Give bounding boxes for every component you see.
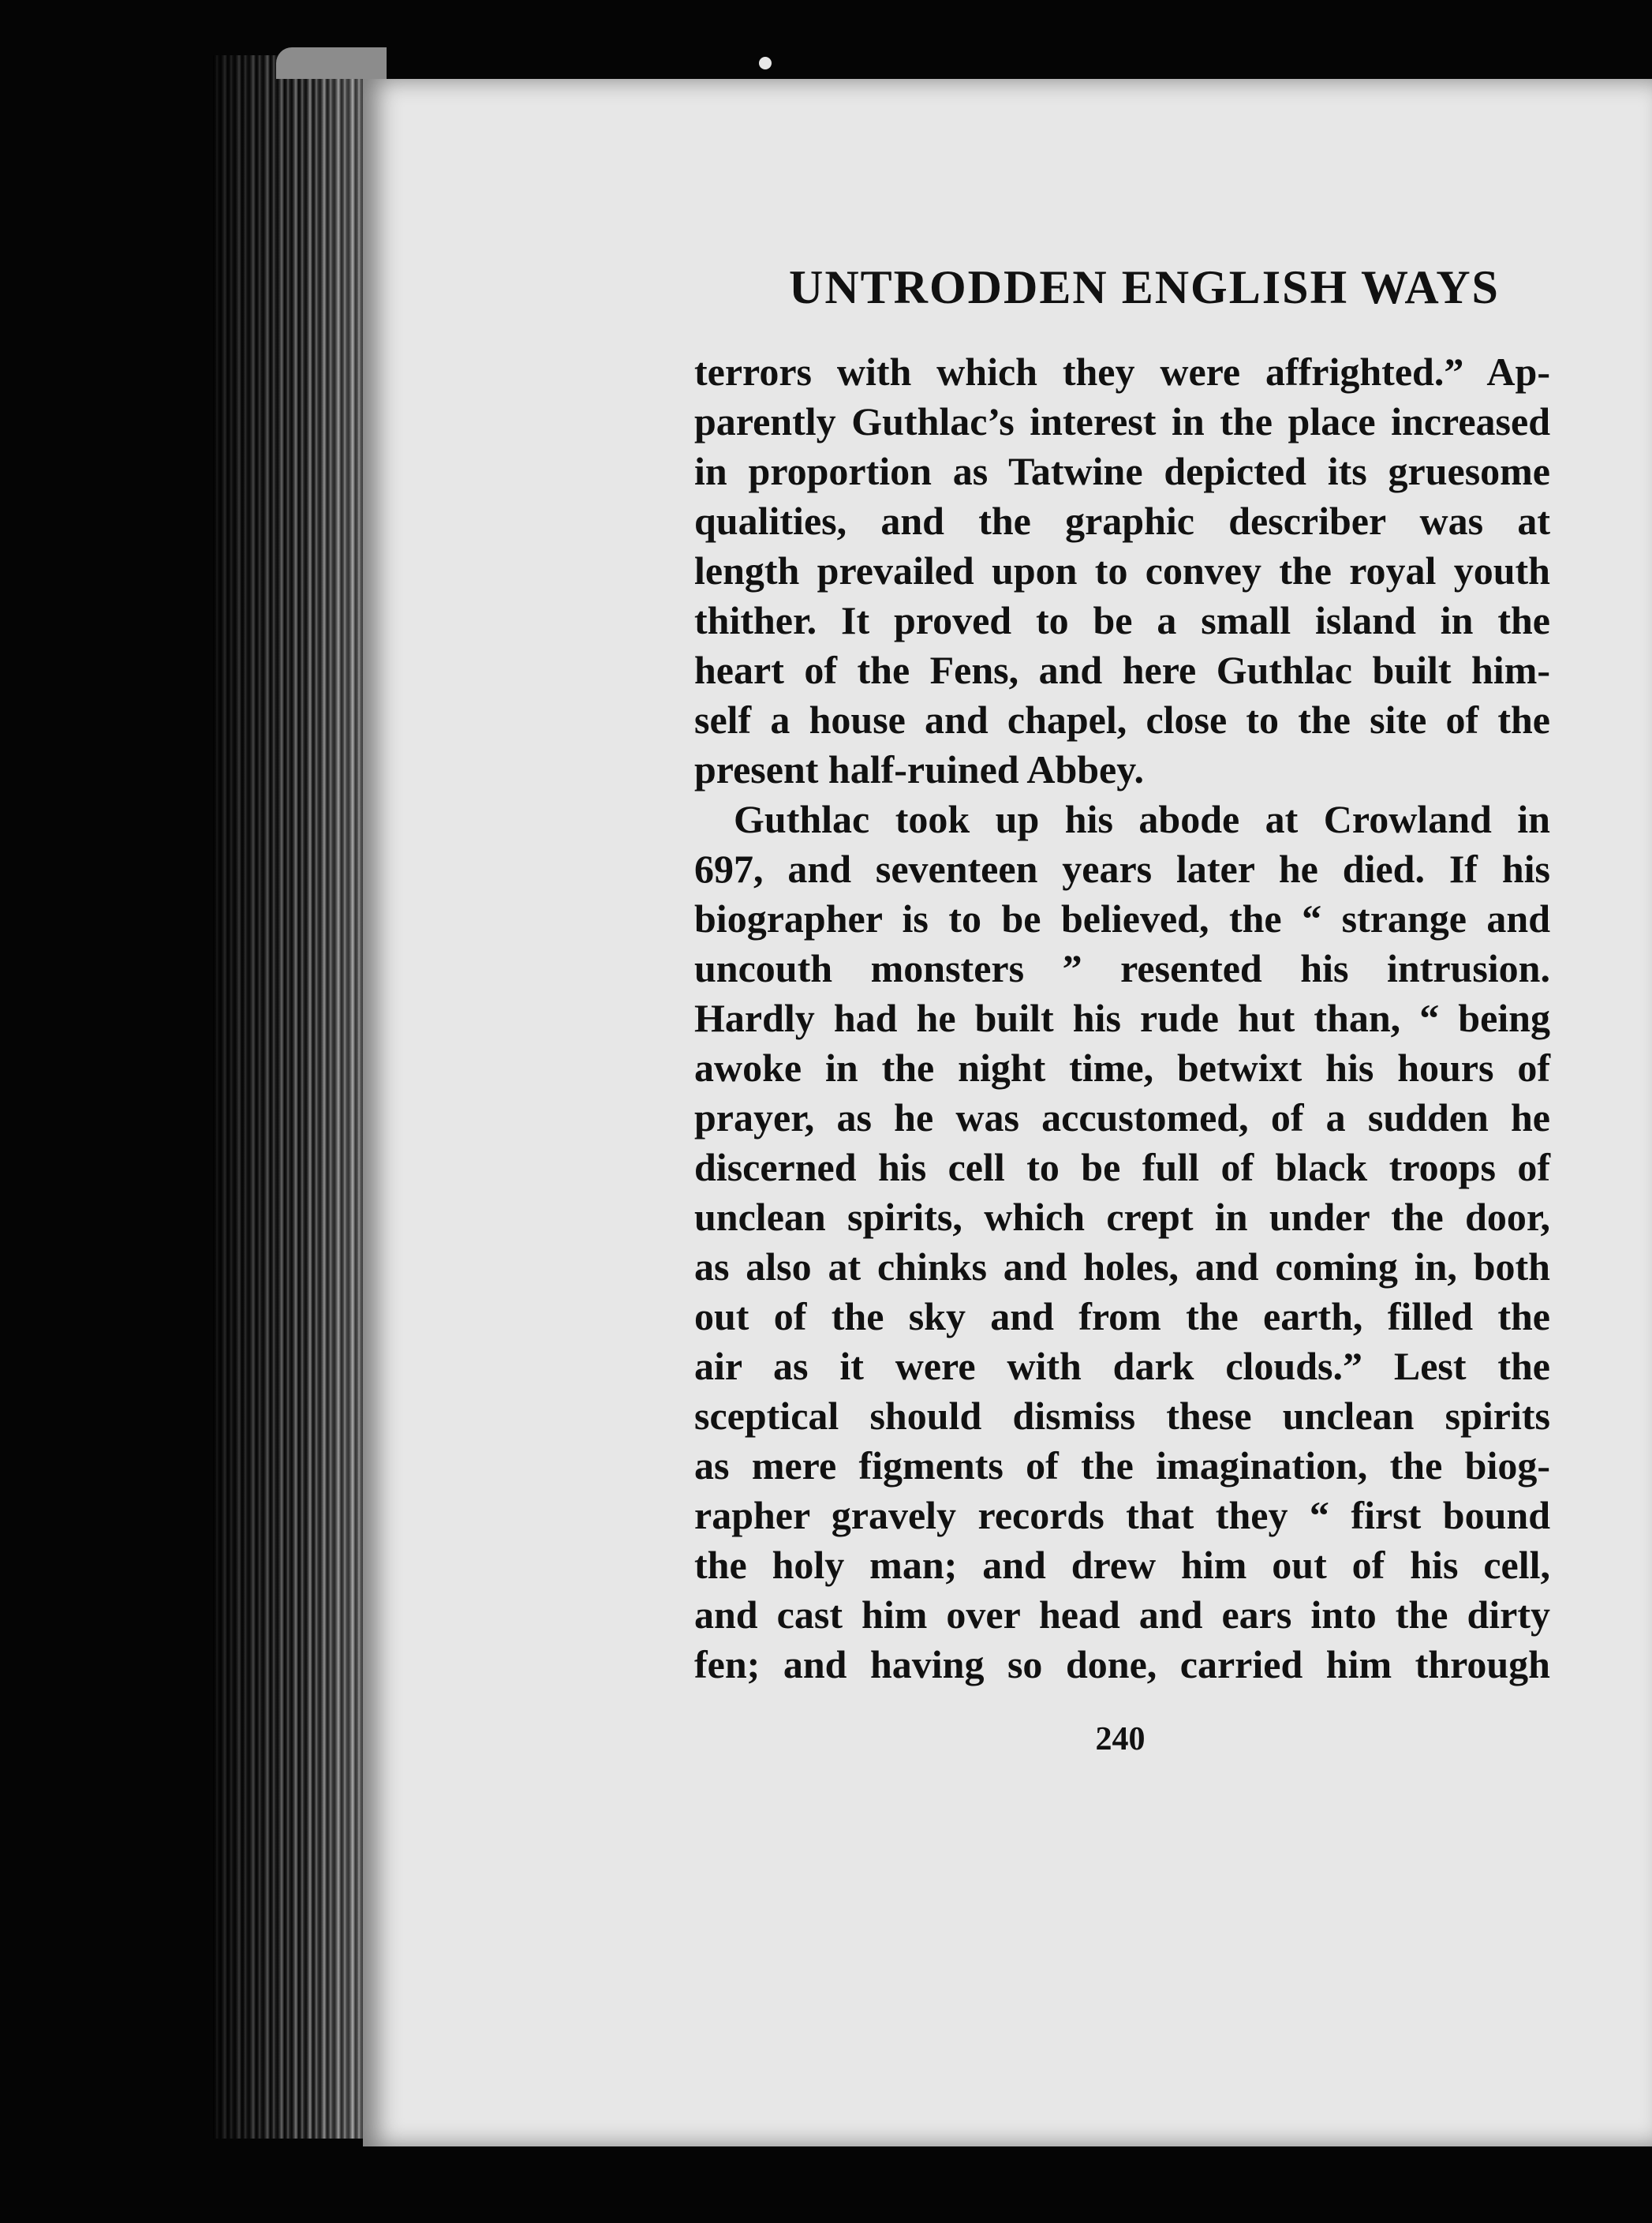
text-line: qualities, and the graphic describer was at	[694, 499, 1550, 543]
text-line: as mere figments of the imagination, the biog-	[694, 1443, 1550, 1488]
text-line: the holy man; and drew him out of his cell,	[694, 1543, 1550, 1587]
text-line: awoke in the night time, betwixt his hours of	[694, 1046, 1550, 1090]
text-line: terrors with which they were affrighted.” Ap-	[694, 350, 1550, 394]
text-line: out of the sky and from the earth, filled the	[694, 1294, 1550, 1338]
text-line: and cast him over head and ears into the dirty	[694, 1592, 1550, 1637]
text-line: fen; and having so done, carried him through	[694, 1642, 1550, 1686]
text-line: heart of the Fens, and here Guthlac built him-	[694, 648, 1550, 692]
text-line: as also at chinks and holes, and coming in, both	[694, 1244, 1550, 1289]
text-line: thither. It proved to be a small island in the	[694, 598, 1550, 642]
text-line: discerned his cell to be full of black troops of	[694, 1145, 1550, 1189]
text-line: sceptical should dismiss these unclean spirits	[694, 1394, 1550, 1438]
text-line: unclean spirits, which crept in under the door,	[694, 1195, 1550, 1239]
paragraph-start-line: Guthlac took up his abode at Crowland in	[734, 797, 1550, 841]
book-binding	[276, 47, 387, 79]
text-line: biographer is to be believed, the “ strange and	[694, 896, 1550, 941]
text-line: rapher gravely records that they “ first bound	[694, 1493, 1550, 1537]
text-line: self a house and chapel, close to the site of the	[694, 698, 1550, 742]
text-line: air as it were with dark clouds.” Lest the	[694, 1344, 1550, 1388]
text-line: prayer, as he was accustomed, of a sudden he	[694, 1095, 1550, 1140]
body-text	[694, 347, 1550, 1690]
text-line: uncouth monsters ” resented his intrusion.	[694, 946, 1550, 990]
text-line: 697, and seventeen years later he died. If his	[694, 847, 1550, 891]
text-line: Hardly had he built his rude hut than, “ being	[694, 996, 1550, 1040]
text-line: present half-ruined Abbey.	[694, 747, 1144, 792]
running-head: UNTRODDEN ENGLISH WAYS	[789, 261, 1500, 313]
text-line: parently Guthlac’s interest in the place increased	[694, 399, 1550, 443]
page-number: 240	[1095, 1721, 1146, 1757]
text-line: length prevailed upon to convey the royal youth	[694, 548, 1550, 593]
text-line: in proportion as Tatwine depicted its gruesome	[694, 449, 1550, 493]
gutter-shadow	[213, 55, 379, 2139]
scan-artifact-dot	[759, 57, 772, 69]
